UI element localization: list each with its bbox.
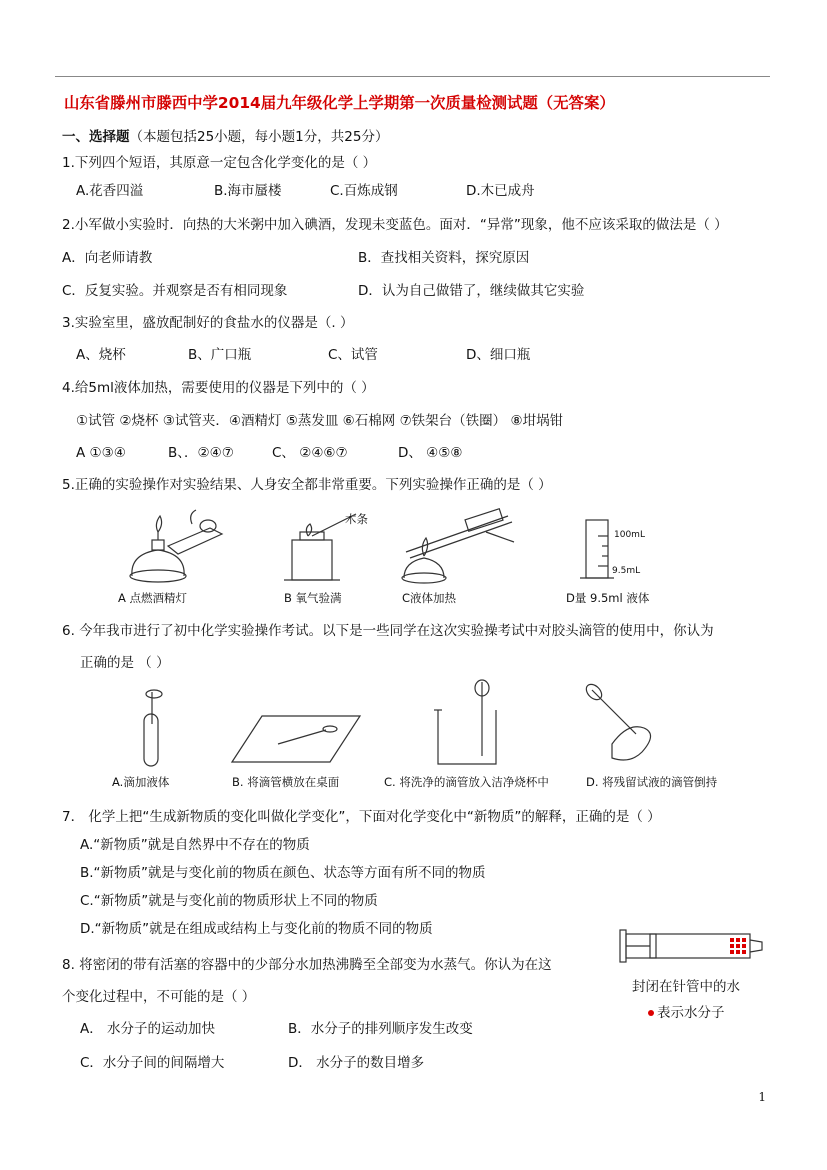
q3-option-a: A、烧杯: [76, 347, 126, 363]
molecule-dot-icon: [648, 1010, 654, 1016]
q6-caption-b: B. 将滴管横放在桌面: [232, 775, 340, 789]
q6-stem-cont: 正确的是 （ ）: [80, 655, 170, 671]
liquid-heating-figure: [396, 512, 526, 588]
q6-caption-c: C. 将洗净的滴管放入洁净烧杯中: [384, 775, 549, 789]
q6-caption-a: A.滴加液体: [112, 775, 170, 789]
section-heading-line: [62, 128, 388, 146]
q6-stem: 6. 今年我市进行了初中化学实验操作考试。以下是一些同学在这次实验操考试中对胶头滴管的使用中，你认为: [62, 623, 714, 639]
q5-caption-a: A 点燃酒精灯: [118, 591, 188, 605]
syringe-caption: 封闭在针管中的水: [632, 979, 740, 995]
q8-option-b: B．水分子的排列顺序发生改变: [288, 1021, 473, 1037]
q5-caption-c: C液体加热: [402, 591, 457, 605]
q4-option-a: A ①③④: [76, 445, 126, 461]
q3-option-c: C、试管: [328, 347, 378, 363]
q5-caption-d: D量 9.5ml 液体: [566, 591, 650, 605]
q8-stem-cont: 个变化过程中，不可能的是（ ）: [62, 989, 256, 1005]
alcohol-lamp-figure: [118, 510, 238, 586]
page-title: 山东省滕州市滕西中学2014届九年级化学上学期第一次质量检测试题（无答案）: [64, 94, 615, 112]
q8-stem: 8. 将密闭的带有活塞的容器中的少部分水加热沸腾至全部变为水蒸气。你认为在这: [62, 957, 552, 973]
dropper-table-figure: [232, 712, 362, 768]
q5-stem: 5.正确的实验操作对实验结果、人身安全都非常重要。下列实验操作正确的是（ ）: [62, 477, 552, 493]
q3-stem: 3.实验室里，盛放配制好的食盐水的仪器是（. ）: [62, 315, 354, 331]
header-rule: [55, 76, 770, 77]
stick-label: 木条: [345, 512, 368, 526]
q3-option-d: D、细口瓶: [466, 347, 531, 363]
q2-option-b: B．查找相关资料，探究原因: [358, 250, 530, 266]
section-note: （本题包括25小题，每小题1分，共25分）: [129, 129, 389, 145]
q5-caption-b: B 氧气验满: [284, 591, 342, 605]
q1-stem: 1.下列四个短语，其原意一定包含化学变化的是（ ）: [62, 155, 377, 171]
q6-caption-d: D. 将残留试液的滴管倒持: [586, 775, 718, 789]
section-heading: 一、选择题: [62, 129, 130, 145]
q1-option-c: C.百炼成钢: [330, 183, 398, 199]
q2-option-c: C．反复实验。并观察是否有相同现象: [62, 283, 288, 299]
syringe-figure: [620, 928, 770, 968]
q2-option-a: A．向老师请教: [62, 250, 153, 266]
q7-option-a: A.“新物质”就是自然界中不存在的物质: [80, 837, 310, 853]
q4-stem: 4.给5ml液体加热，需要使用的仪器是下列中的（ ）: [62, 380, 375, 396]
q8-option-d: D． 水分子的数目增多: [288, 1055, 425, 1071]
q1-option-a: A.花香四溢: [76, 183, 144, 199]
q1-option-d: D.木已成舟: [466, 183, 535, 199]
q7-option-b: B.“新物质”就是与变化前的物质在颜色、状态等方面有所不同的物质: [80, 865, 486, 881]
q7-stem: 7． 化学上把“生成新物质的变化叫做化学变化”，下面对化学变化中“新物质”的解释，正确的是（ ）: [62, 809, 661, 825]
q1-option-b: B.海市蜃楼: [214, 183, 282, 199]
q3-option-b: B、广口瓶: [188, 347, 252, 363]
cylinder-bottom-label: 9.5mL: [612, 566, 641, 576]
q4-items: ①试管 ②烧杯 ③试管夹．④酒精灯 ⑤蒸发皿 ⑥石棉网 ⑦铁架台（铁圈） ⑧坩埚钳: [76, 413, 564, 429]
page-number: 1: [758, 1090, 766, 1104]
q7-option-c: C.“新物质”就是与变化前的物质形状上不同的物质: [80, 893, 378, 909]
q8-option-a: A． 水分子的运动加快: [80, 1021, 216, 1037]
dropper-beaker-figure: [432, 680, 512, 770]
cylinder-top-label: 100mL: [614, 530, 645, 540]
molecule-legend: [648, 1004, 725, 1022]
q7-option-d: D.“新物质”就是在组成或结构上与变化前的物质不同的物质: [80, 921, 433, 937]
oxygen-test-figure: [284, 512, 404, 588]
q2-option-d: D．认为自己做错了，继续做其它实验: [358, 283, 585, 299]
q4-option-b: B、．②④⑦: [168, 445, 234, 461]
dropper-tube-figure: [136, 690, 186, 770]
q4-option-d: D、 ④⑤⑧: [398, 445, 463, 461]
molecule-legend-text: 表示水分子: [657, 1005, 725, 1021]
q8-option-c: C．水分子间的间隔增大: [80, 1055, 225, 1071]
q4-option-c: C、 ②④⑥⑦: [272, 445, 348, 461]
dropper-hand-figure: [582, 682, 672, 768]
q2-stem: 2.小军做小实验时．向热的大米粥中加入碘酒，发现未变蓝色。面对．“异常”现象，他不应该采取的做法是（ ）: [62, 217, 728, 233]
